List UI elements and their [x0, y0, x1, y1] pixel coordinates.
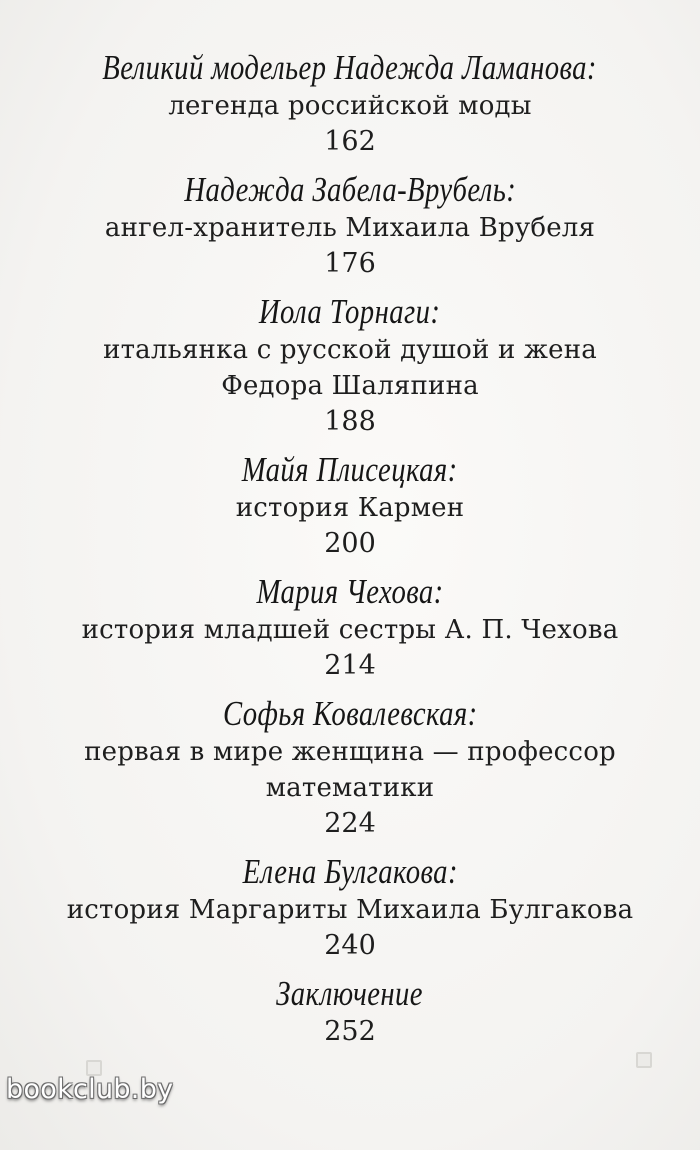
entry-subtitle: история Кармен — [235, 493, 465, 523]
toc-entry — [0, 694, 700, 842]
entry-page-number: 252 — [324, 1016, 376, 1047]
entry-page-number: 162 — [324, 126, 376, 157]
toc-entry — [0, 852, 700, 964]
toc-entry — [0, 974, 700, 1050]
entry-title: Заключение — [276, 974, 424, 1013]
entry-title: Великий модельер Надежда Ламанова: — [102, 48, 598, 87]
entry-subtitle-line-2: математики — [265, 773, 435, 803]
entry-title: Софья Ковалевская: — [222, 694, 478, 733]
entry-page-number: 188 — [324, 406, 376, 437]
toc-entry — [0, 48, 700, 160]
entry-subtitle: ангел-хранитель Михаила Врубеля — [104, 213, 596, 243]
entry-subtitle: первая в мире женщина — профессор — [84, 737, 616, 767]
toc-entry — [0, 572, 700, 684]
watermark: bookclub.by — [6, 1074, 174, 1105]
toc-entry — [0, 170, 700, 282]
entry-page-number: 176 — [324, 248, 376, 279]
entry-page-number: 240 — [324, 930, 376, 961]
entry-title: Елена Булгакова: — [242, 852, 458, 891]
entry-page-number: 214 — [324, 650, 376, 681]
table-of-contents — [0, 48, 700, 1060]
entry-subtitle-line-2: Федора Шаляпина — [221, 371, 479, 401]
entry-page-number: 224 — [324, 808, 376, 839]
entry-subtitle: история младшей сестры А. П. Чехова — [81, 615, 619, 645]
entry-title: Надежда Забела-Врубель: — [184, 170, 516, 209]
entry-title: Майя Плисецкая: — [242, 450, 458, 489]
toc-entry — [0, 292, 700, 440]
entry-subtitle: итальянка с русской душой и жена — [103, 335, 597, 365]
entry-title: Мария Чехова: — [256, 572, 444, 611]
toc-entry — [0, 450, 700, 562]
entry-subtitle: легенда российской моды — [168, 91, 532, 121]
entry-subtitle: история Маргариты Михаила Булгакова — [66, 895, 634, 925]
entry-title: Иола Торнаги: — [259, 292, 441, 331]
entry-page-number: 200 — [324, 528, 376, 559]
